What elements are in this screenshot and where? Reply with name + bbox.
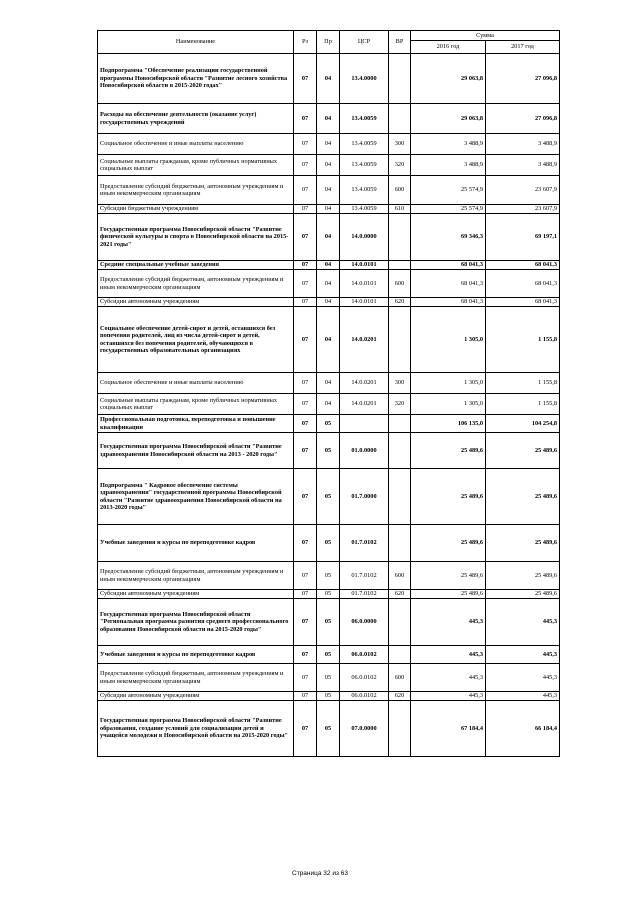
table-row	[98, 469, 560, 525]
row-amount-2016: 445,3	[411, 664, 486, 692]
budget-table	[97, 30, 560, 757]
row-pr: 04	[317, 134, 340, 155]
row-name: Средние специальные учебные заведения	[98, 261, 294, 270]
row-amount-2016: 25 574,9	[411, 205, 486, 214]
row-vr: 610	[389, 205, 411, 214]
row-csr: 01.7.0102	[340, 562, 389, 590]
row-amount-2017: 25 489,6	[486, 590, 560, 599]
row-amount-2016: 25 574,9	[411, 176, 486, 205]
row-amount-2017: 3 488,9	[486, 134, 560, 155]
row-pr: 05	[317, 692, 340, 701]
row-pr: 04	[317, 176, 340, 205]
table-row	[98, 298, 560, 307]
row-amount-2016: 25 489,6	[411, 433, 486, 469]
row-name: Социальные выплаты гражданам, кроме публичных нормативных социальных выплат	[98, 155, 294, 176]
row-csr: 01.0.0000	[340, 433, 389, 469]
table-row	[98, 176, 560, 205]
row-pr: 04	[317, 270, 340, 298]
row-amount-2016: 445,3	[411, 599, 486, 646]
table-row	[98, 307, 560, 373]
page-footer: Страница 32 из 63	[292, 870, 348, 877]
row-amount-2016: 25 489,6	[411, 469, 486, 525]
row-rz: 07	[294, 270, 317, 298]
row-amount-2016: 68 041,3	[411, 270, 486, 298]
row-vr: 600	[389, 664, 411, 692]
row-csr: 01.7.0102	[340, 590, 389, 599]
table-row	[98, 394, 560, 415]
row-name: Социальное обеспечение детей-сирот и детей, оставшихся без попечения родителей, лиц из числа детей-сирот и детей, оставшихся без попечения родителей, обучающихся в государственных образовательных организациях	[98, 307, 294, 373]
row-csr: 01.7.0000	[340, 469, 389, 525]
row-pr: 04	[317, 298, 340, 307]
row-rz: 07	[294, 261, 317, 270]
row-amount-2017: 445,3	[486, 692, 560, 701]
table-row	[98, 562, 560, 590]
table-row	[98, 261, 560, 270]
row-csr: 13.4.0059	[340, 176, 389, 205]
row-vr	[389, 54, 411, 104]
header-year-2017: 2017 год	[486, 41, 560, 54]
row-rz: 07	[294, 307, 317, 373]
row-csr: 13.4.0000	[340, 54, 389, 104]
row-pr: 04	[317, 394, 340, 415]
row-name: Государственная программа Новосибирской области "Развитие образования, создание условий для социализации детей и учащейся молодежи в Новосибирской области на 2015-2020 годы"	[98, 701, 294, 757]
row-amount-2016: 25 489,6	[411, 590, 486, 599]
row-name: Субсидии автономным учреждениям	[98, 692, 294, 701]
table-row	[98, 104, 560, 134]
row-vr: 320	[389, 155, 411, 176]
row-rz: 07	[294, 692, 317, 701]
row-rz: 07	[294, 394, 317, 415]
row-rz: 07	[294, 469, 317, 525]
table-row	[98, 646, 560, 664]
table-row	[98, 373, 560, 394]
row-amount-2017: 3 488,9	[486, 155, 560, 176]
row-rz: 07	[294, 155, 317, 176]
row-vr: 320	[389, 394, 411, 415]
row-name: Расходы на обеспечение деятельности (оказание услуг) государственных учреждений	[98, 104, 294, 134]
row-pr: 05	[317, 646, 340, 664]
row-pr: 04	[317, 307, 340, 373]
row-csr: 13.4.0059	[340, 134, 389, 155]
row-csr: 14.0.0101	[340, 298, 389, 307]
row-rz: 07	[294, 433, 317, 469]
row-rz: 07	[294, 664, 317, 692]
row-amount-2016: 68 041,3	[411, 298, 486, 307]
row-amount-2017: 68 041,3	[486, 261, 560, 270]
row-csr: 06.0.0102	[340, 664, 389, 692]
row-vr	[389, 433, 411, 469]
row-rz: 07	[294, 176, 317, 205]
row-vr: 300	[389, 134, 411, 155]
row-amount-2017: 23 607,9	[486, 205, 560, 214]
row-csr: 13.4.0059	[340, 104, 389, 134]
row-vr	[389, 701, 411, 757]
row-amount-2017: 25 489,6	[486, 525, 560, 562]
row-pr: 05	[317, 415, 340, 433]
row-vr: 620	[389, 692, 411, 701]
row-amount-2017: 1 155,8	[486, 394, 560, 415]
row-vr	[389, 104, 411, 134]
header-sum: Сумма	[411, 31, 560, 41]
row-csr: 13.4.0059	[340, 155, 389, 176]
table-row	[98, 433, 560, 469]
row-amount-2017: 23 607,9	[486, 176, 560, 205]
row-amount-2016: 1 305,0	[411, 307, 486, 373]
row-rz: 07	[294, 562, 317, 590]
row-amount-2017: 66 184,4	[486, 701, 560, 757]
row-csr: 14.0.0000	[340, 214, 389, 261]
row-amount-2017: 25 489,6	[486, 433, 560, 469]
row-pr: 04	[317, 155, 340, 176]
row-rz: 07	[294, 525, 317, 562]
row-amount-2017: 1 155,8	[486, 307, 560, 373]
row-name: Предоставление субсидий бюджетным, автономным учреждениям и иным некоммерческим организациям	[98, 562, 294, 590]
row-rz: 07	[294, 134, 317, 155]
row-name: Социальные выплаты гражданам, кроме публичных нормативных социальных выплат	[98, 394, 294, 415]
row-amount-2017: 445,3	[486, 646, 560, 664]
row-rz: 07	[294, 599, 317, 646]
row-amount-2016: 29 063,8	[411, 104, 486, 134]
row-name: Субсидии автономным учреждениям	[98, 298, 294, 307]
row-amount-2016: 106 135,0	[411, 415, 486, 433]
row-csr: 06.0.0102	[340, 692, 389, 701]
row-pr: 04	[317, 104, 340, 134]
row-amount-2017: 445,3	[486, 664, 560, 692]
row-rz: 07	[294, 701, 317, 757]
row-rz: 07	[294, 298, 317, 307]
row-name: Предоставление субсидий бюджетным, автономным учреждениям и иным некоммерческим организациям	[98, 664, 294, 692]
table-row	[98, 54, 560, 104]
row-pr: 05	[317, 562, 340, 590]
row-name: Субсидии автономным учреждениям	[98, 590, 294, 599]
row-csr: 14.0.0201	[340, 307, 389, 373]
table-row	[98, 590, 560, 599]
table-row	[98, 692, 560, 701]
row-vr: 600	[389, 562, 411, 590]
row-pr: 05	[317, 664, 340, 692]
header-year-2016: 2016 год	[411, 41, 486, 54]
row-amount-2016: 25 489,6	[411, 525, 486, 562]
row-csr: 07.0.0000	[340, 701, 389, 757]
row-name: Государственная программа Новосибирской области "Развитие здравоохранения Новосибирской области на 2013 - 2020 годы"	[98, 433, 294, 469]
row-vr	[389, 599, 411, 646]
row-rz: 07	[294, 54, 317, 104]
table-row	[98, 701, 560, 757]
row-amount-2016: 445,3	[411, 692, 486, 701]
row-pr: 05	[317, 599, 340, 646]
row-name: Профессиональная подготовка, переподготовка и повышение квалификации	[98, 415, 294, 433]
row-rz: 07	[294, 415, 317, 433]
row-csr: 06.0.0000	[340, 599, 389, 646]
row-vr: 600	[389, 270, 411, 298]
row-vr	[389, 415, 411, 433]
row-rz: 07	[294, 373, 317, 394]
table-row	[98, 525, 560, 562]
row-vr: 600	[389, 176, 411, 205]
row-name: Подпрограмма " Кадровое обеспечение системы здравоохранения" государственной программы Новосибирской области "Развитие здравоохранения Новосибирской области на 2013-2020 годы"	[98, 469, 294, 525]
row-rz: 07	[294, 214, 317, 261]
row-csr: 13.4.0059	[340, 205, 389, 214]
row-rz: 07	[294, 205, 317, 214]
header-csr: ЦСР	[340, 31, 389, 54]
table-row	[98, 599, 560, 646]
row-amount-2017: 445,3	[486, 599, 560, 646]
row-amount-2017: 68 041,3	[486, 270, 560, 298]
row-csr: 01.7.0102	[340, 525, 389, 562]
row-rz: 07	[294, 104, 317, 134]
row-amount-2016: 25 489,6	[411, 562, 486, 590]
table-body	[98, 54, 560, 757]
row-name: Государственная программа Новосибирской области "Региональная программа развития среднего профессионального образования Новосибирской области на 2015-2020 годы"	[98, 599, 294, 646]
row-csr: 14.0.0101	[340, 270, 389, 298]
row-amount-2016: 67 184,4	[411, 701, 486, 757]
row-name: Учебные заведения и курсы по переподготовке кадров	[98, 525, 294, 562]
row-rz: 07	[294, 590, 317, 599]
row-amount-2016: 29 063,8	[411, 54, 486, 104]
row-amount-2016: 68 041,3	[411, 261, 486, 270]
row-csr	[340, 415, 389, 433]
header-name: Наименование	[98, 31, 294, 54]
table-row	[98, 415, 560, 433]
row-name: Социальное обеспечение и иные выплаты населению	[98, 134, 294, 155]
row-name: Предоставление субсидий бюджетным, автономным учреждениям и иным некоммерческим организациям	[98, 176, 294, 205]
table-row	[98, 134, 560, 155]
row-vr	[389, 261, 411, 270]
row-name: Субсидии бюджетным учреждениям	[98, 205, 294, 214]
header-rz: Рз	[294, 31, 317, 54]
row-pr: 05	[317, 469, 340, 525]
row-amount-2017: 68 041,3	[486, 298, 560, 307]
row-pr: 05	[317, 525, 340, 562]
row-pr: 05	[317, 433, 340, 469]
row-vr: 620	[389, 298, 411, 307]
row-csr: 14.0.0201	[340, 394, 389, 415]
row-csr: 14.0.0101	[340, 261, 389, 270]
row-amount-2017: 27 096,8	[486, 104, 560, 134]
table-row	[98, 155, 560, 176]
row-vr: 300	[389, 373, 411, 394]
row-vr	[389, 469, 411, 525]
row-csr: 14.0.0201	[340, 373, 389, 394]
row-pr: 04	[317, 373, 340, 394]
row-name: Социальное обеспечение и иные выплаты населению	[98, 373, 294, 394]
row-amount-2017: 25 489,6	[486, 469, 560, 525]
row-amount-2017: 27 096,8	[486, 54, 560, 104]
row-pr: 04	[317, 214, 340, 261]
table-row	[98, 270, 560, 298]
row-name: Подпрограмма "Обеспечение реализации государственной программы Новосибирской области "Развитие лесного хозяйства Новосибирской области в 2015-2020 годах"	[98, 54, 294, 104]
header-pr: Пр	[317, 31, 340, 54]
row-vr	[389, 214, 411, 261]
row-amount-2016: 1 305,0	[411, 373, 486, 394]
table-row	[98, 205, 560, 214]
row-amount-2016: 3 488,9	[411, 155, 486, 176]
row-amount-2016: 3 488,9	[411, 134, 486, 155]
row-amount-2017: 69 197,1	[486, 214, 560, 261]
row-amount-2017: 104 254,8	[486, 415, 560, 433]
row-vr	[389, 646, 411, 664]
row-name: Государственная программа Новосибирской области "Развитие физической культуры и спорта в Новосибирской области на 2015-2021 годы"	[98, 214, 294, 261]
row-vr	[389, 525, 411, 562]
row-vr: 620	[389, 590, 411, 599]
row-pr: 04	[317, 261, 340, 270]
row-rz: 07	[294, 646, 317, 664]
row-name: Предоставление субсидий бюджетным, автономным учреждениям и иным некоммерческим организациям	[98, 270, 294, 298]
row-csr: 06.0.0102	[340, 646, 389, 664]
row-vr	[389, 307, 411, 373]
row-pr: 05	[317, 701, 340, 757]
row-name: Учебные заведения и курсы по переподготовке кадров	[98, 646, 294, 664]
row-amount-2017: 1 155,8	[486, 373, 560, 394]
row-amount-2017: 25 489,6	[486, 562, 560, 590]
table-row	[98, 214, 560, 261]
row-amount-2016: 1 305,0	[411, 394, 486, 415]
row-amount-2016: 69 346,3	[411, 214, 486, 261]
row-pr: 05	[317, 590, 340, 599]
row-pr: 04	[317, 54, 340, 104]
table-row	[98, 664, 560, 692]
row-pr: 04	[317, 205, 340, 214]
header-vr: ВР	[389, 31, 411, 54]
row-amount-2016: 445,3	[411, 646, 486, 664]
